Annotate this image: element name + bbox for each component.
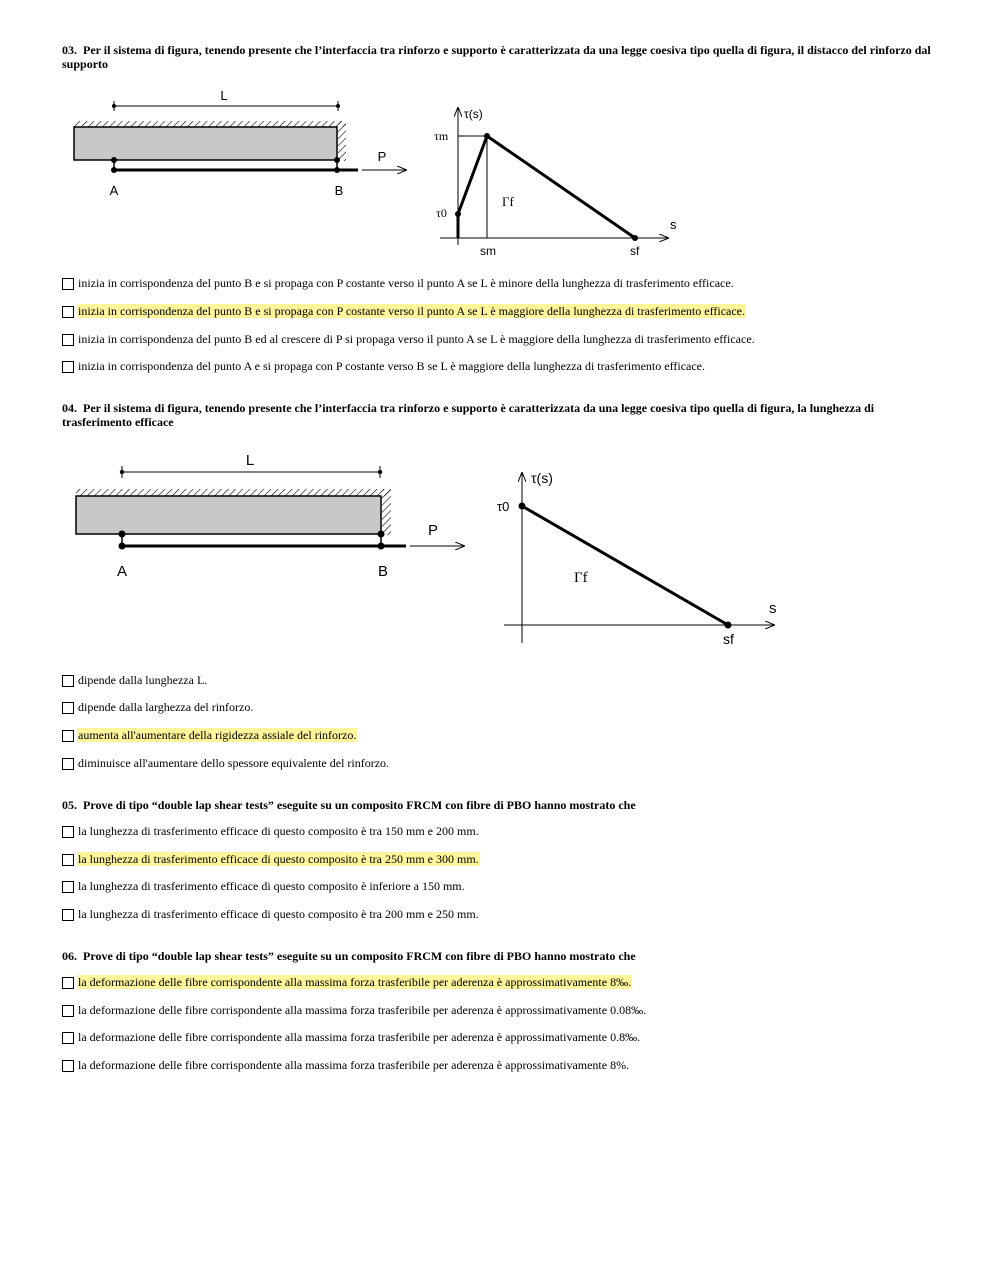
option-text: aumenta all'aumentare della rigidezza assiale del rinforzo. (78, 728, 357, 742)
option-q04-c[interactable] (62, 727, 357, 743)
support-block (74, 127, 337, 160)
tau-0-label: τ0 (436, 206, 447, 220)
point-a-marker (111, 157, 117, 163)
checkbox[interactable] (62, 1032, 74, 1044)
question-title (62, 949, 932, 963)
point-a-label: A (116, 563, 128, 580)
option-q04-b[interactable] (62, 699, 254, 715)
support-hatch-right (338, 121, 346, 161)
question-text: Prove di tipo “double lap shear tests” eseguite su un composito FRCM con fibre di PBO hanno mostrato che (83, 949, 636, 963)
point-a-label: A (109, 183, 119, 198)
x-axis-label: s (670, 217, 677, 232)
option-text: la deformazione delle fibre corrispondente alla massima forza trasferibile per aderenza è approssimativamente 0.8‰. (78, 1030, 641, 1044)
option-text: la deformazione delle fibre corrispondente alla massima forza trasferibile per aderenza è approssimativamente 8%. (78, 1058, 630, 1072)
question-title (62, 798, 932, 812)
option-q05-c[interactable] (62, 878, 466, 894)
question-number: 03. (62, 43, 77, 57)
question-05 (62, 798, 932, 812)
checkbox[interactable] (62, 306, 74, 318)
s-f-label: sf (630, 244, 640, 258)
support-hatch-right (382, 489, 391, 535)
question-number: 05. (62, 798, 77, 812)
question-title (62, 401, 932, 429)
option-text: la lunghezza di trasferimento efficace di questo composito è tra 200 mm e 250 mm. (78, 907, 479, 921)
question-number: 06. (62, 949, 77, 963)
option-q05-b[interactable] (62, 851, 480, 867)
option-q04-a[interactable] (62, 672, 208, 688)
checkbox[interactable] (62, 702, 74, 714)
checkbox[interactable] (62, 278, 74, 290)
tau-0-label: τ0 (497, 499, 510, 514)
option-q06-a[interactable] (62, 974, 632, 990)
force-label: P (377, 149, 387, 164)
gamma-f-label: Γf (574, 570, 588, 586)
option-text: la deformazione delle fibre corrispondente alla massima forza trasferibile per aderenza è approssimativamente 0.08‰. (78, 1003, 647, 1017)
checkbox[interactable] (62, 1060, 74, 1072)
checkbox[interactable] (62, 977, 74, 989)
option-text: la lunghezza di trasferimento efficace di questo composito è tra 150 mm e 200 mm. (78, 824, 479, 838)
checkbox[interactable] (62, 361, 74, 373)
question-title (62, 43, 932, 71)
question-text: Per il sistema di figura, tenendo presente che l’interfaccia tra rinforzo e supporto è caratterizzata da una legge coesiva tipo quella di figura, il distacco del rinforzo dal supporto (62, 43, 931, 71)
s-m-label: sm (480, 244, 496, 258)
checkbox[interactable] (62, 1005, 74, 1017)
checkbox[interactable] (62, 730, 74, 742)
y-axis-label: τ(s) (531, 470, 553, 486)
option-text: inizia in corrispondenza del punto B e si propaga con P costante verso il punto A se L è maggiore della lunghezza di trasferimento efficace. (78, 304, 746, 318)
checkbox[interactable] (62, 675, 74, 687)
option-q03-a[interactable] (62, 275, 735, 291)
length-label: L (245, 452, 255, 469)
checkbox[interactable] (62, 758, 74, 770)
option-q03-d[interactable] (62, 358, 706, 374)
checkbox[interactable] (62, 881, 74, 893)
point-b-marker (334, 157, 340, 163)
cohesive-law-curve (522, 506, 728, 625)
beam-figure-q03 (60, 84, 420, 204)
x-axis-label: s (769, 600, 777, 617)
beam-figure-q04 (60, 445, 480, 585)
option-q03-b[interactable] (62, 303, 746, 319)
option-q05-a[interactable] (62, 823, 480, 839)
option-text: dipende dalla lunghezza L. (78, 673, 208, 687)
option-q03-c[interactable] (62, 331, 756, 347)
option-q05-d[interactable] (62, 906, 480, 922)
force-label: P (427, 522, 439, 539)
question-number: 04. (62, 401, 77, 415)
option-q04-d[interactable] (62, 755, 390, 771)
y-axis-label: τ(s) (464, 107, 483, 121)
option-text: la deformazione delle fibre corrispondente alla massima forza trasferibile per aderenza è approssimativamente 8‰. (78, 975, 632, 989)
checkbox[interactable] (62, 334, 74, 346)
support-hatch-top (74, 121, 346, 127)
checkbox[interactable] (62, 854, 74, 866)
cohesive-law-curve (458, 136, 635, 238)
option-text: inizia in corrispondenza del punto B ed al crescere di P si propaga verso il punto A se L è maggiore della lunghezza di trasferimento efficace. (78, 332, 755, 346)
question-03 (62, 43, 932, 71)
option-q06-c[interactable] (62, 1029, 641, 1045)
option-text: la lunghezza di trasferimento efficace di questo composito è tra 250 mm e 300 mm. (78, 852, 479, 866)
gamma-f-label: Γf (502, 194, 514, 209)
length-label: L (220, 88, 228, 103)
point-a-marker (119, 531, 126, 538)
option-text: inizia in corrispondenza del punto B e si propaga con P costante verso il punto A se L è minore della lunghezza di trasferimento efficace. (78, 276, 734, 290)
support-hatch-top (76, 489, 391, 496)
tau-m-label: τm (434, 129, 449, 143)
option-text: dipende dalla larghezza del rinforzo. (78, 700, 254, 714)
checkbox[interactable] (62, 826, 74, 838)
point-b-marker (378, 531, 385, 538)
point-b-label: B (334, 183, 344, 198)
question-text: Prove di tipo “double lap shear tests” eseguite su un composito FRCM con fibre di PBO hanno mostrato che (83, 798, 636, 812)
checkbox[interactable] (62, 909, 74, 921)
option-q06-d[interactable] (62, 1057, 630, 1073)
s-f-label: sf (723, 631, 734, 647)
option-text: inizia in corrispondenza del punto A e si propaga con P costante verso B se L è maggiore della lunghezza di trasferimento efficace. (78, 359, 705, 373)
question-04 (62, 401, 932, 429)
point-b-label: B (377, 563, 389, 580)
option-q06-b[interactable] (62, 1002, 647, 1018)
question-text: Per il sistema di figura, tenendo presente che l’interfaccia tra rinforzo e supporto è caratterizzata da una legge coesiva tipo quella di figura, la lunghezza di trasferimento efficace (62, 401, 875, 429)
support-block (76, 496, 381, 534)
cohesive-law-figure-q03 (430, 100, 690, 265)
question-06 (62, 949, 932, 963)
option-text: diminuisce all'aumentare dello spessore equivalente del rinforzo. (78, 756, 390, 770)
option-text: la lunghezza di trasferimento efficace di questo composito è inferiore a 150 mm. (78, 879, 465, 893)
cohesive-law-figure-q04 (490, 465, 790, 655)
